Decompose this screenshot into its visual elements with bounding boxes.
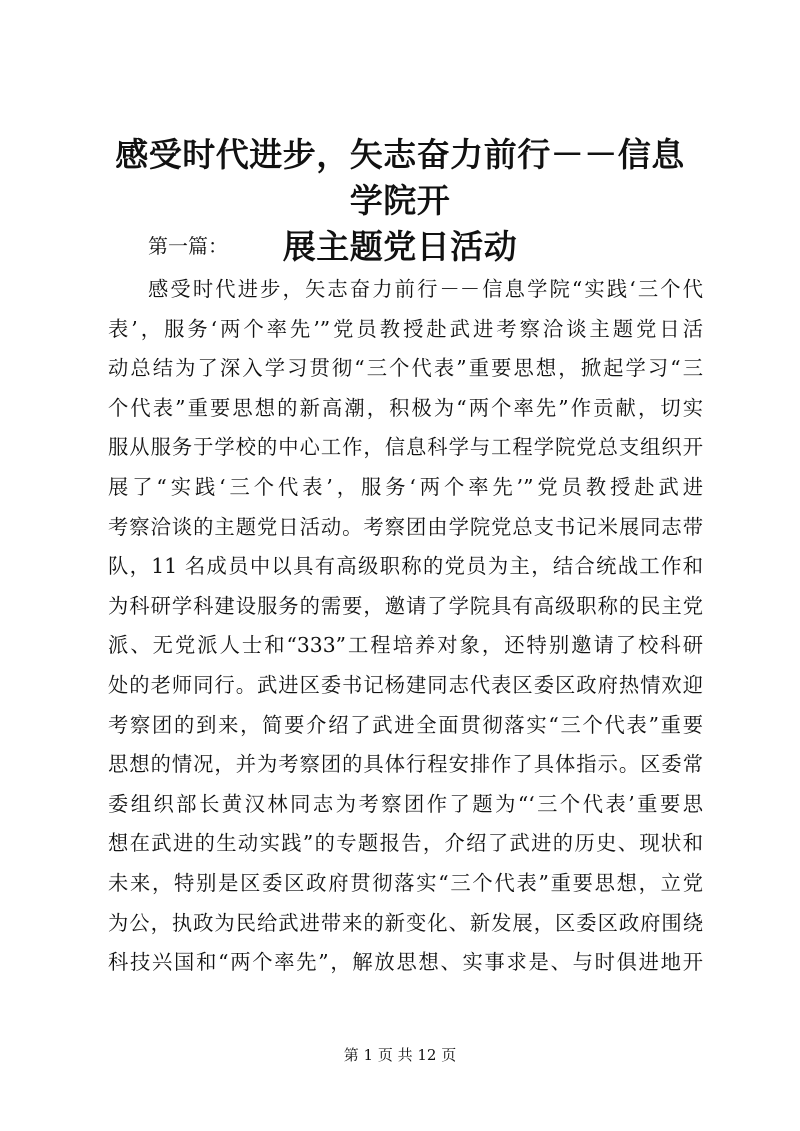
page-footer: 第 1 页 共 12 页 [343, 1046, 457, 1064]
body-line: 派、无党派人士和“333”工程培养对象，还特别邀请了校科研 [108, 633, 703, 658]
body-line: 动总结为了深入学习贯彻“三个代表”重要思想，掀起学习“三 [108, 356, 703, 381]
body-line: 考察团的到来，简要介绍了武进全面贯彻落实“三个代表”重要 [108, 712, 703, 737]
body-line: 处的老师同行。武进区委书记杨建同志代表区委区政府热情欢迎 [108, 672, 703, 697]
title-line-1: 感受时代进步，矢志奋力前行－－信息学院开 [115, 135, 685, 220]
body-line: 为公，执政为民给武进带来的新变化、新发展，区委区政府围绕 [108, 910, 703, 935]
body-line: 思想的情况，并为考察团的具体行程安排作了具体指示。区委常 [108, 752, 703, 777]
body-line: 为科研学科建设服务的需要，邀请了学院具有高级职称的民主党 [108, 593, 703, 618]
body-line: 未来，特别是区委区政府贯彻落实“三个代表”重要思想，立党 [108, 870, 703, 895]
body-line: 感受时代进步，矢志奋力前行－－信息学院“实践‘三个代 [148, 277, 703, 301]
title-line-2: 展主题党日活动 [282, 227, 518, 266]
body-line: 个代表”重要思想的新高潮，积极为“两个率先”作贡献，切实 [108, 395, 703, 420]
body-line: 委组织部长黄汉林同志为考察团作了题为“‘三个代表’重要思 [108, 791, 703, 816]
body-line: 队，11 名成员中以具有高级职称的党员为主，结合统战工作和 [108, 554, 703, 579]
body-line: 想在武进的生动实践”的专题报告，介绍了武进的历史、现状和 [108, 831, 703, 856]
body-text [108, 270, 703, 983]
body-line: 考察洽谈的主题党日活动。考察团由学院党总支书记米展同志带 [108, 514, 703, 539]
body-line: 科技兴国和“两个率先”，解放思想、实事求是、与时俱进地开 [108, 950, 703, 975]
body-line: 表’，服务‘两个率先’”党员教授赴武进考察洽谈主题党日活 [108, 316, 703, 341]
section-heading: 第一篇： [148, 234, 228, 258]
body-line: 服从服务于学校的中心工作，信息科学与工程学院党总支组织开 [108, 435, 703, 460]
body-line: 展了“实践‘三个代表’，服务‘两个率先’”党员教授赴武进 [108, 474, 703, 499]
